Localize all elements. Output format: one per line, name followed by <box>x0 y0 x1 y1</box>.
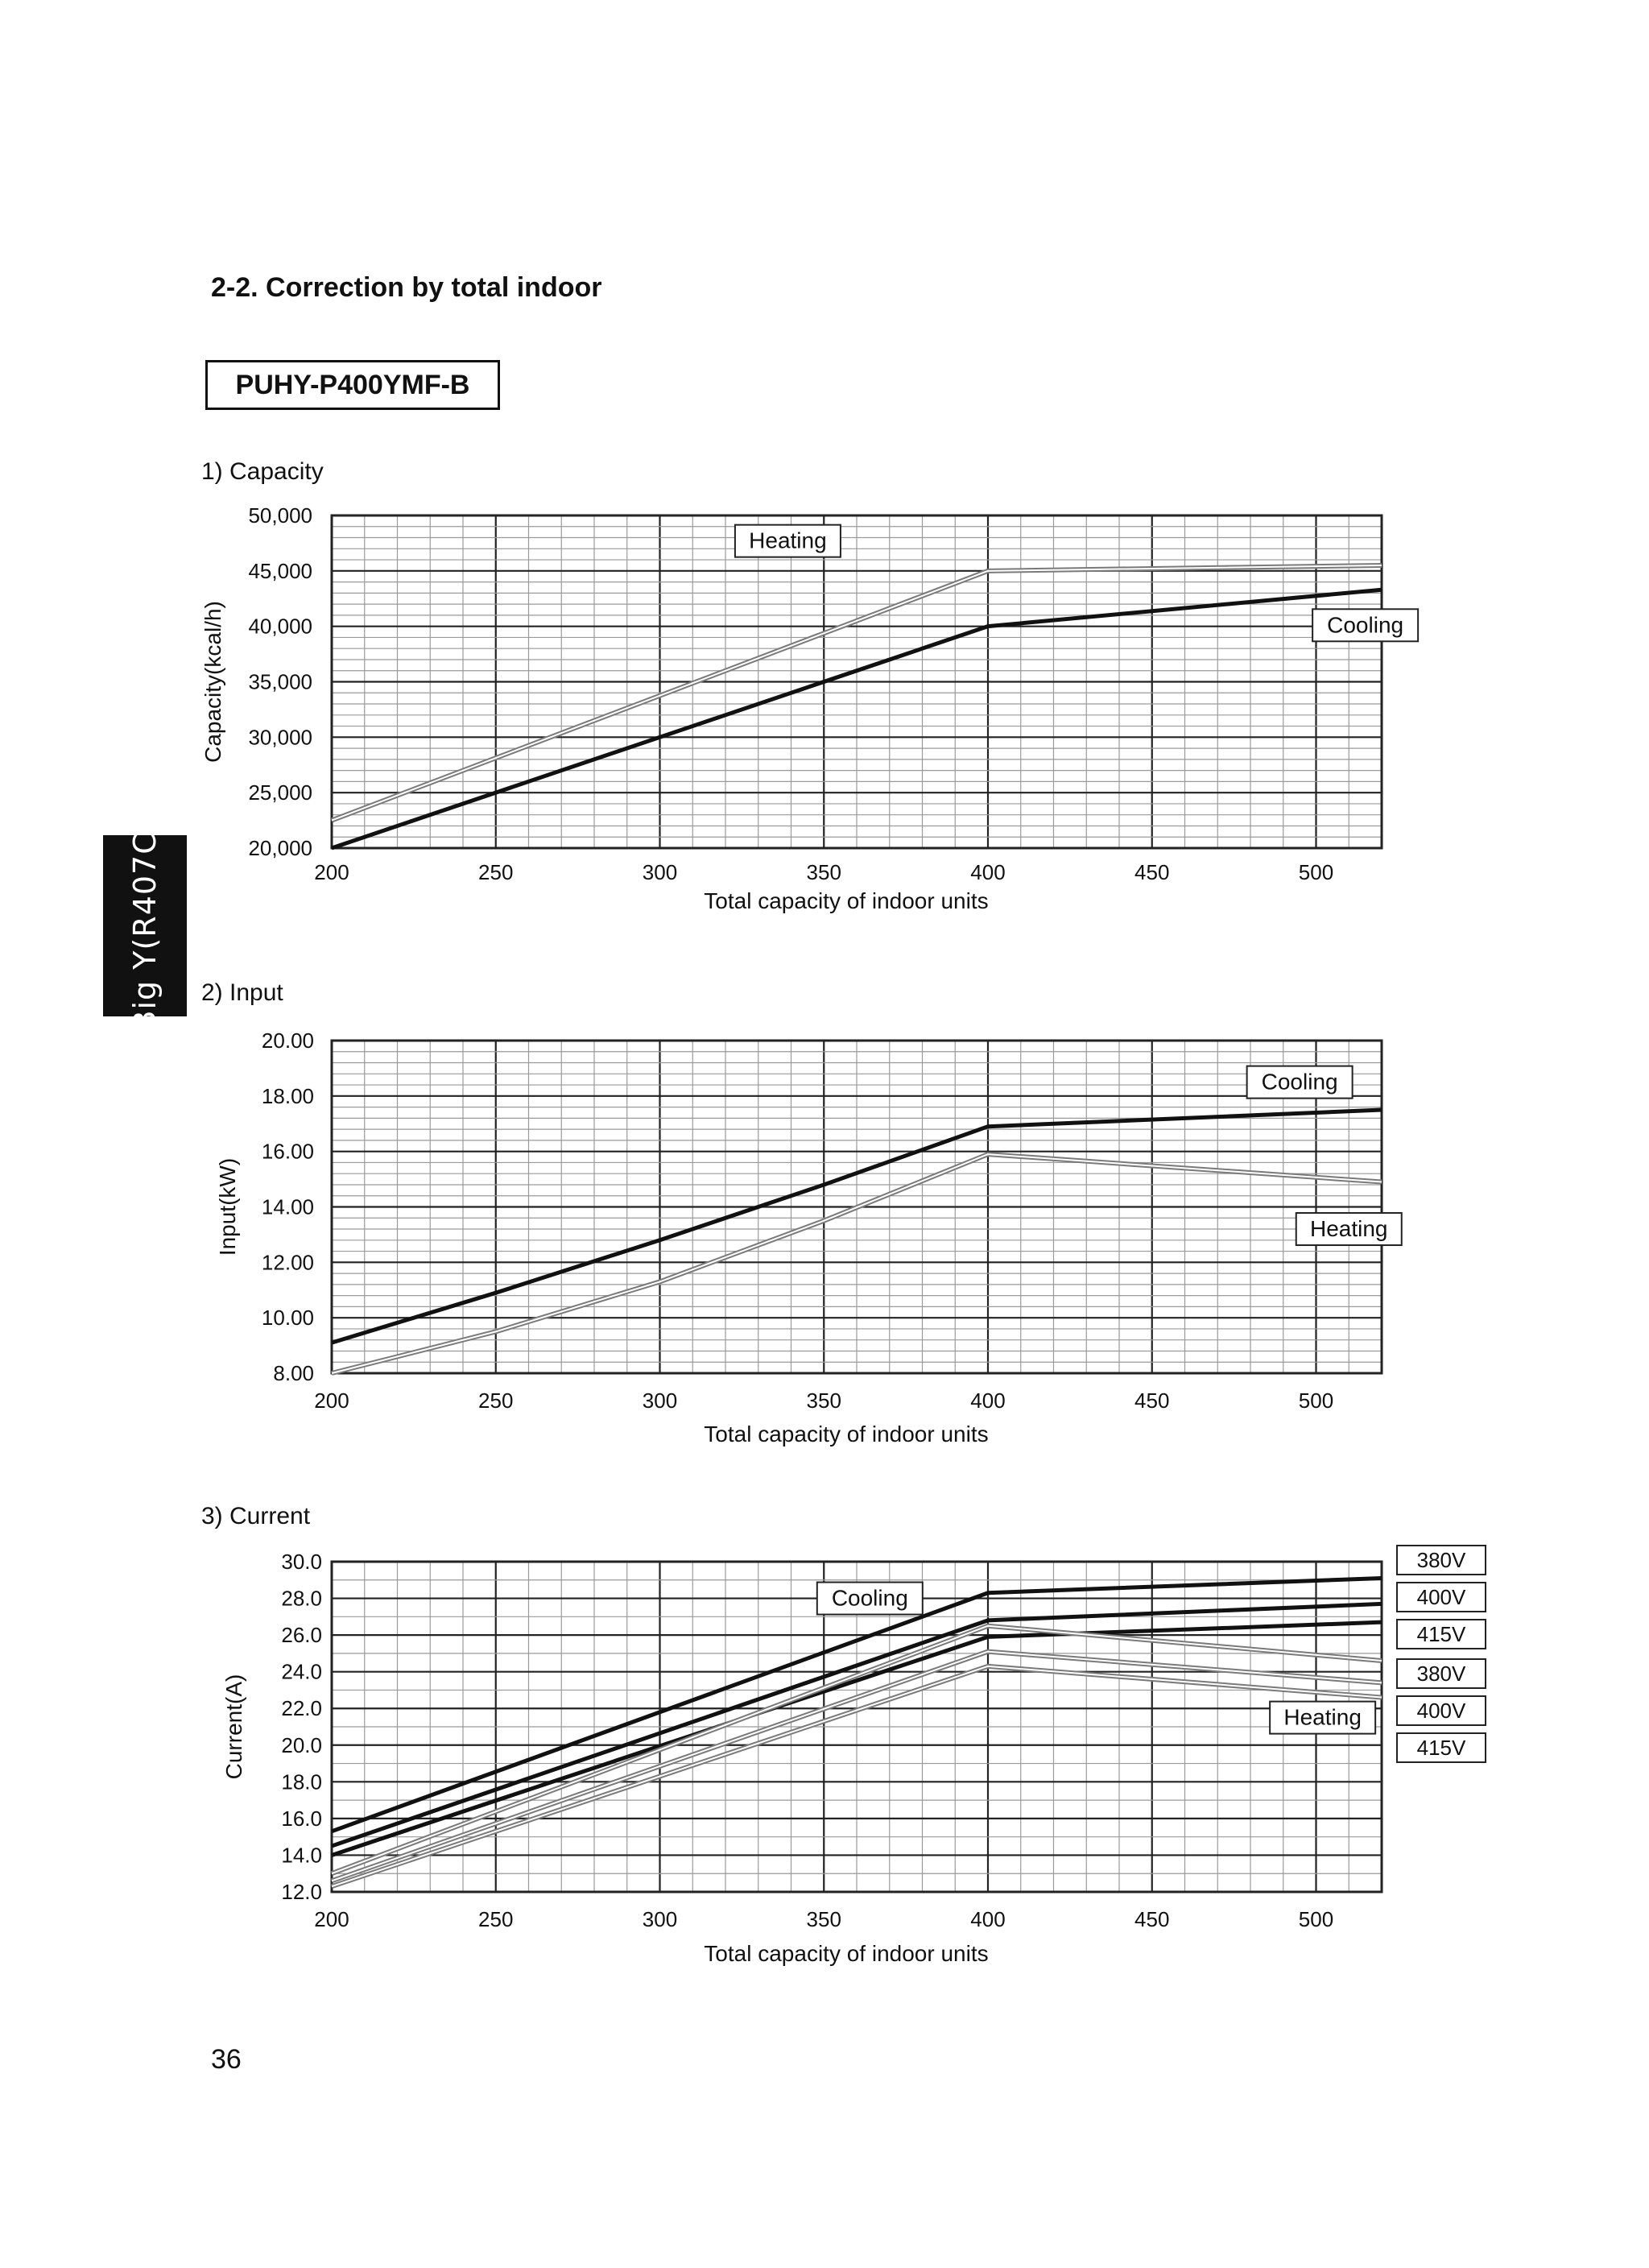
y-tick-label: 12.00 <box>261 1250 314 1275</box>
voltage-legend-label: 415V <box>1416 1622 1466 1646</box>
current-section-label: 3) Current <box>201 1503 311 1529</box>
y-tick-label: 30,000 <box>248 725 312 750</box>
annotation-label: Heating <box>749 528 827 553</box>
y-tick-label: 35,000 <box>248 669 312 694</box>
x-tick-label: 500 <box>1298 860 1334 884</box>
x-axis-title: Total capacity of indoor units <box>704 1941 989 1966</box>
input-section-label: 2) Input <box>201 979 283 1006</box>
x-tick-label: 300 <box>642 1389 678 1413</box>
y-tick-label: 16.0 <box>281 1806 322 1831</box>
y-tick-label: 25,000 <box>248 780 312 805</box>
y-tick-label: 10.00 <box>261 1306 314 1331</box>
y-tick-label: 20,000 <box>248 836 312 860</box>
capacity-section-label: 1) Capacity <box>201 458 324 485</box>
x-tick-label: 400 <box>970 1389 1006 1413</box>
x-tick-label: 300 <box>642 1907 678 1931</box>
x-tick-label: 400 <box>970 1907 1006 1931</box>
annotation-label: Heating <box>1283 1704 1362 1730</box>
x-tick-label: 350 <box>806 860 841 884</box>
page-number: 36 <box>211 2044 242 2075</box>
x-tick-label: 450 <box>1134 1389 1170 1413</box>
annotation-label: Cooling <box>1327 612 1404 638</box>
x-tick-label: 400 <box>970 860 1006 884</box>
y-tick-label: 20.0 <box>281 1732 322 1757</box>
y-tick-label: 14.0 <box>281 1843 322 1868</box>
y-tick-label: 16.00 <box>261 1139 314 1164</box>
x-tick-label: 500 <box>1298 1389 1334 1413</box>
x-tick-label: 450 <box>1134 860 1170 884</box>
y-tick-label: 18.00 <box>261 1083 314 1108</box>
x-axis-title: Total capacity of indoor units <box>704 888 989 913</box>
y-tick-label: 20.00 <box>261 1028 314 1053</box>
annotation-label: Cooling <box>831 1585 908 1611</box>
x-tick-label: 500 <box>1298 1907 1334 1931</box>
x-tick-label: 200 <box>314 860 349 884</box>
section-title: 2-2. Correction by total indoor <box>211 272 602 303</box>
y-axis-title: Capacity(kcal/h) <box>200 601 225 763</box>
side-tab-label: Big Y(R407C) <box>127 819 163 1032</box>
y-tick-label: 12.0 <box>281 1880 322 1904</box>
voltage-legend-label: 380V <box>1416 1548 1466 1572</box>
annotation-label: Heating <box>1309 1216 1388 1242</box>
x-tick-label: 250 <box>478 1907 514 1931</box>
x-tick-label: 200 <box>314 1389 349 1413</box>
y-tick-label: 8.00 <box>273 1361 314 1385</box>
y-tick-label: 45,000 <box>248 558 312 583</box>
x-tick-label: 300 <box>642 860 678 884</box>
voltage-legend-label: 415V <box>1416 1736 1466 1760</box>
x-tick-label: 350 <box>806 1907 841 1931</box>
y-tick-label: 40,000 <box>248 614 312 639</box>
x-axis-title: Total capacity of indoor units <box>704 1422 989 1446</box>
voltage-legend-label: 380V <box>1416 1662 1466 1686</box>
x-tick-label: 200 <box>314 1907 349 1931</box>
y-tick-label: 18.0 <box>281 1769 322 1794</box>
x-tick-label: 350 <box>806 1389 841 1413</box>
x-tick-label: 250 <box>478 860 514 884</box>
y-tick-label: 26.0 <box>281 1623 322 1648</box>
x-tick-label: 250 <box>478 1389 514 1413</box>
x-tick-label: 450 <box>1134 1907 1170 1931</box>
y-tick-label: 50,000 <box>248 503 312 528</box>
y-axis-title: Current(A) <box>221 1674 246 1780</box>
annotation-label: Cooling <box>1261 1069 1338 1095</box>
y-tick-label: 22.0 <box>281 1696 322 1721</box>
model-name-box: PUHY-P400YMF-B <box>205 360 500 410</box>
y-tick-label: 24.0 <box>281 1659 322 1684</box>
y-tick-label: 30.0 <box>281 1550 322 1574</box>
voltage-legend-label: 400V <box>1416 1699 1466 1723</box>
voltage-legend-label: 400V <box>1416 1585 1466 1609</box>
y-axis-title: Input(kW) <box>215 1157 240 1256</box>
y-tick-label: 14.00 <box>261 1194 314 1219</box>
y-tick-label: 28.0 <box>281 1586 322 1611</box>
